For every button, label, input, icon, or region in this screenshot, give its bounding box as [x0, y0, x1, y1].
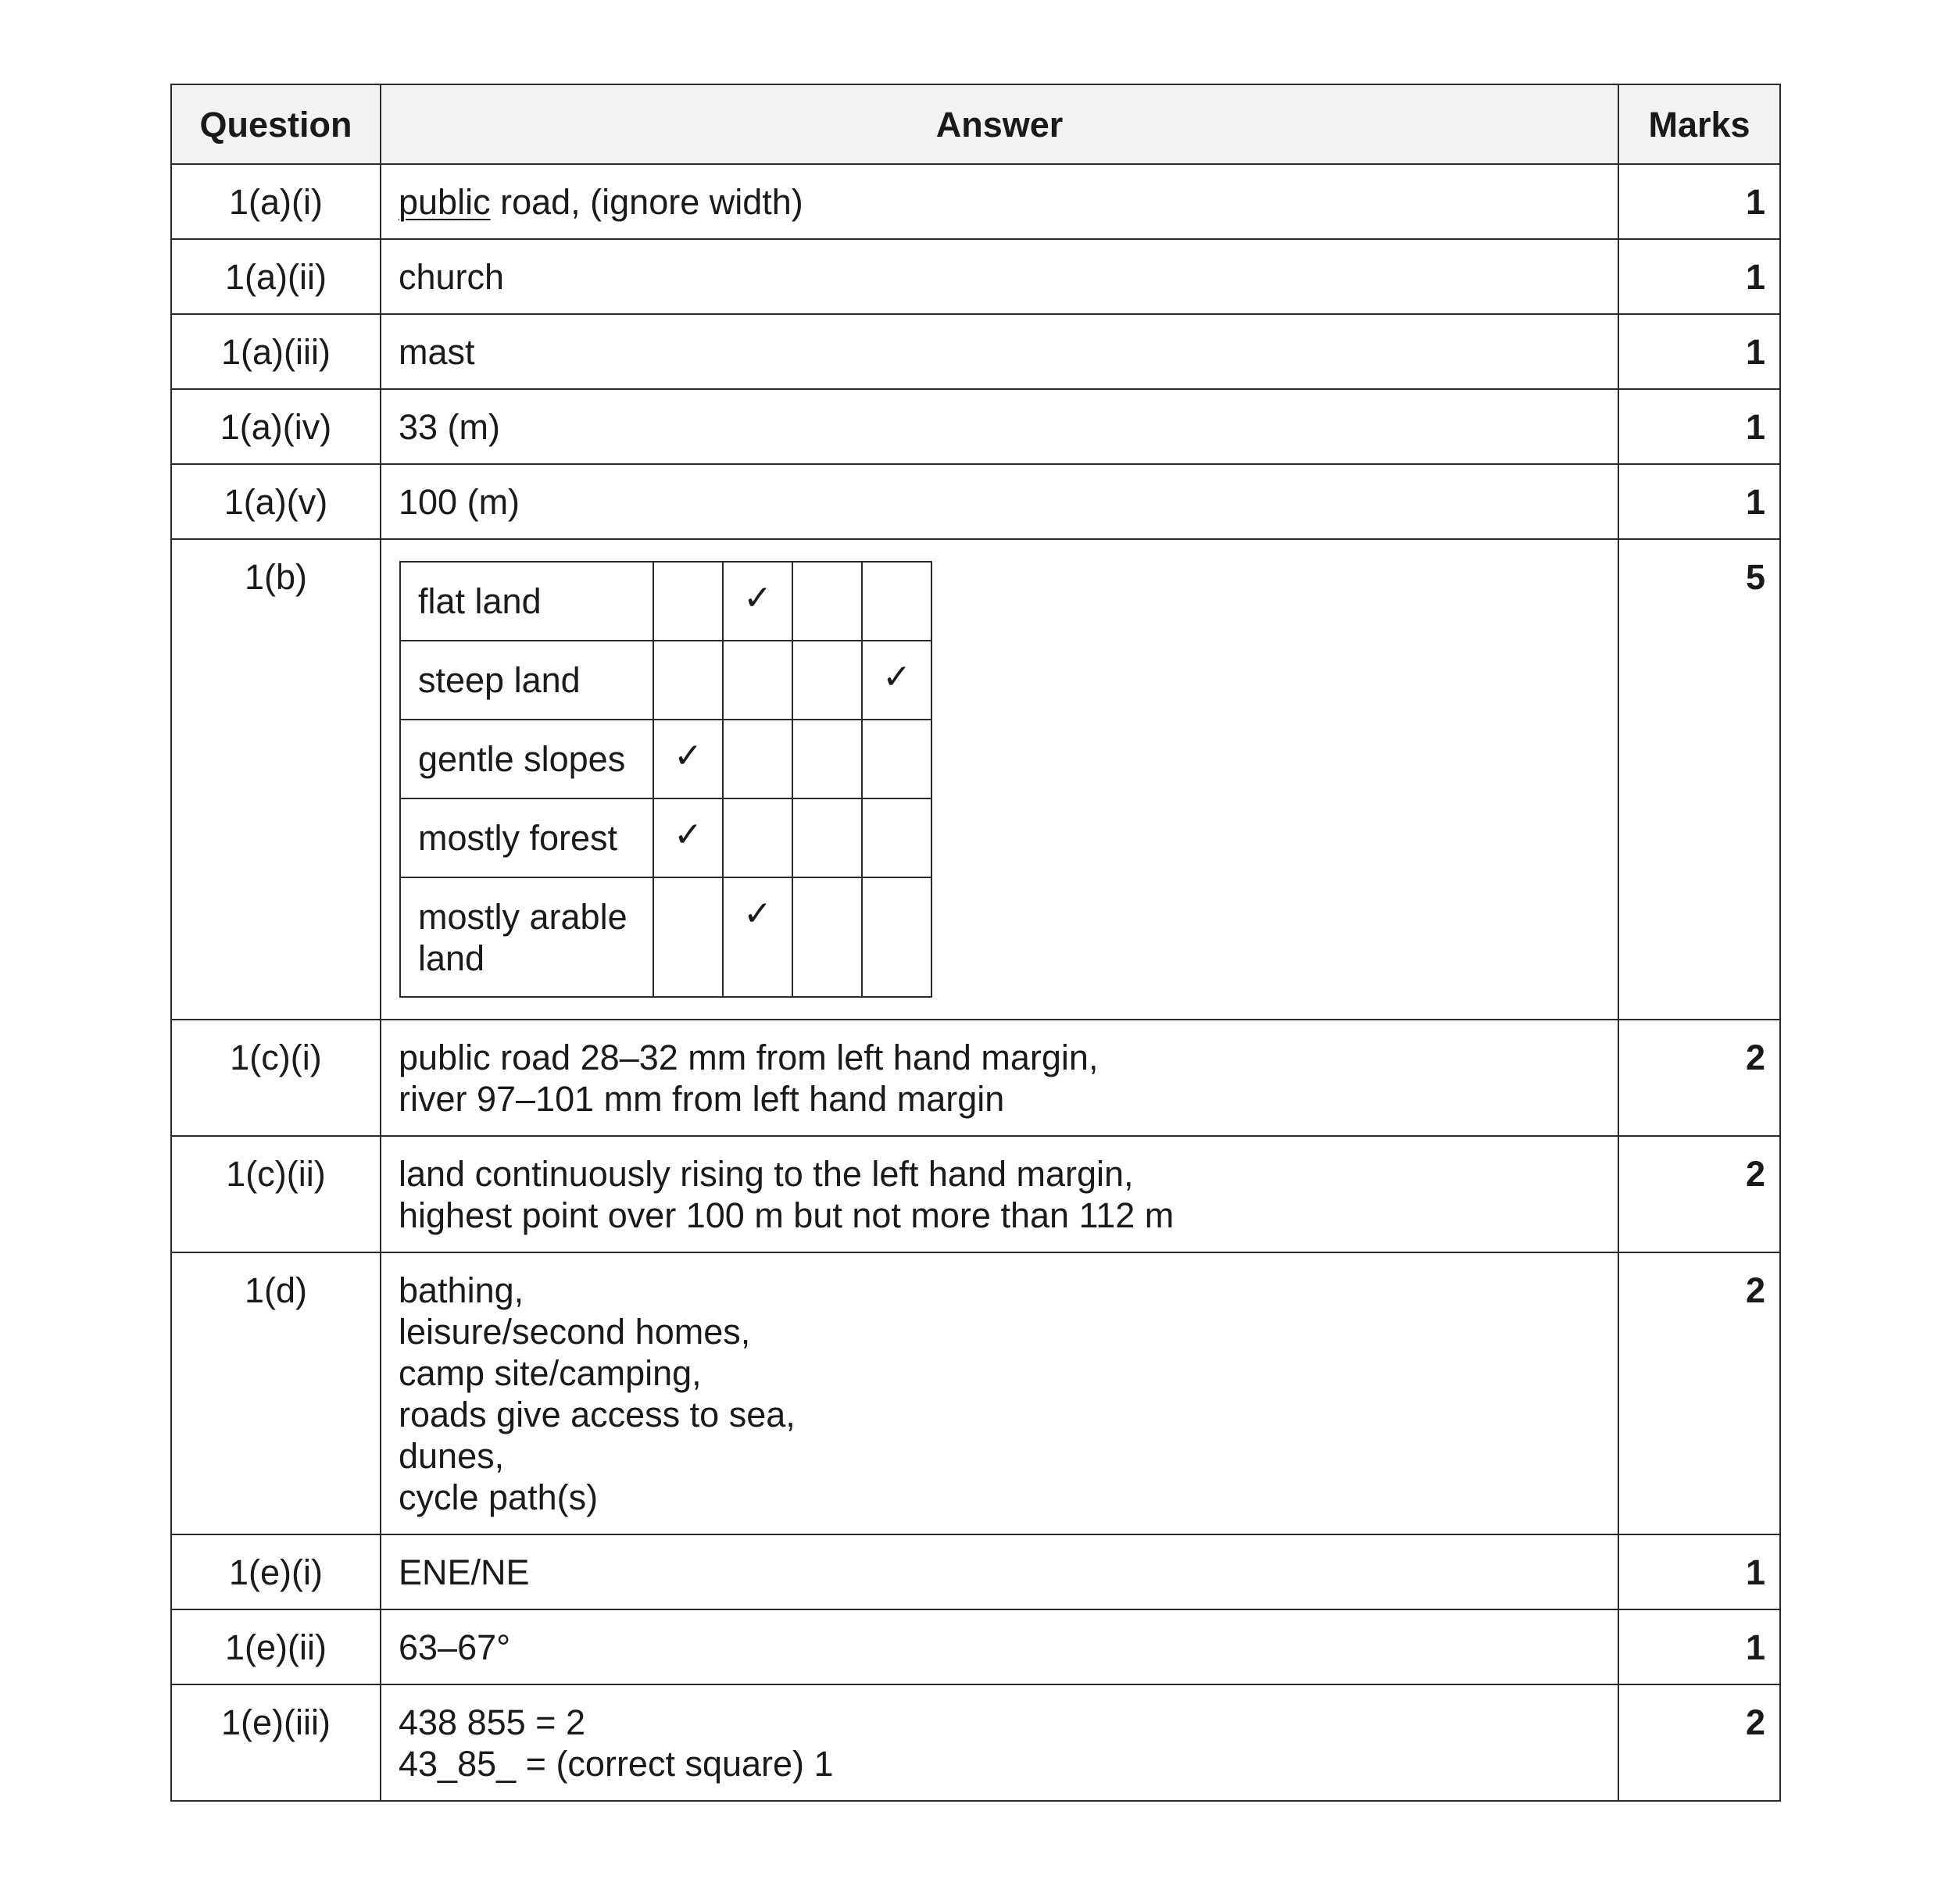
tick-row-steep-land: [400, 641, 931, 720]
tick-row-gentle-slopes: [400, 720, 931, 798]
tick-row-label: steep land: [400, 641, 653, 720]
tick-cell: [723, 641, 792, 720]
marks-value: 1: [1618, 1609, 1780, 1684]
question-number: 1(e)(i): [171, 1534, 381, 1609]
answer-line: land continuously rising to the left hand margin,: [399, 1154, 1134, 1194]
answer-underlined-text: public: [399, 182, 491, 222]
tick-cell: [653, 641, 723, 720]
mark-scheme-table: [170, 84, 1781, 1802]
tick-cell: [723, 720, 792, 798]
tick-row-flat-land: [400, 562, 931, 641]
table-row: [171, 1684, 1780, 1801]
question-number: 1(a)(ii): [171, 239, 381, 314]
question-number: 1(a)(iii): [171, 314, 381, 389]
question-number: 1(e)(iii): [171, 1684, 381, 1801]
marks-value: 2: [1618, 1136, 1780, 1252]
answer-column-header: Answer: [381, 84, 1618, 164]
tick-row-label: mostly forest: [400, 798, 653, 877]
answer-cell: [381, 1020, 1618, 1136]
answer-text: mast: [381, 314, 1618, 389]
tick-cell: [862, 798, 931, 877]
tick-row-label: gentle slopes: [400, 720, 653, 798]
table-row: [171, 389, 1780, 464]
tick-cell: [862, 877, 931, 997]
table-row: [171, 464, 1780, 539]
tick-row-label: mostly arable land: [400, 877, 653, 997]
tick-cell: [653, 562, 723, 641]
answer-cell: [381, 1136, 1618, 1252]
answer-line: 438 855 = 2: [399, 1702, 585, 1742]
question-number: 1(e)(ii): [171, 1609, 381, 1684]
table-row: [171, 1252, 1780, 1534]
marks-value: 1: [1618, 389, 1780, 464]
answer-cell: [381, 539, 1618, 1020]
answer-text: 33 (m): [381, 389, 1618, 464]
table-row: [171, 239, 1780, 314]
marks-value: 1: [1618, 239, 1780, 314]
tick-cell: ✓: [653, 798, 723, 877]
answer-cell: [381, 164, 1618, 239]
marks-value: 2: [1618, 1020, 1780, 1136]
answer-line: river 97–101 mm from left hand margin: [399, 1079, 1005, 1119]
answer-line: bathing,: [399, 1270, 524, 1310]
tick-cell: [653, 877, 723, 997]
tick-cell: [792, 641, 862, 720]
tick-cell: ✓: [723, 562, 792, 641]
answer-text: church: [381, 239, 1618, 314]
answer-text: 63–67°: [381, 1609, 1618, 1684]
marks-value: 5: [1618, 539, 1780, 1020]
table-row: [171, 164, 1780, 239]
tick-cell: ✓: [862, 641, 931, 720]
answer-line: camp site/camping,: [399, 1353, 702, 1393]
question-number: 1(a)(iv): [171, 389, 381, 464]
table-row: [171, 1136, 1780, 1252]
tick-cell: [862, 562, 931, 641]
tick-row-mostly-forest: [400, 798, 931, 877]
question-number: 1(d): [171, 1252, 381, 1534]
marks-value: 2: [1618, 1252, 1780, 1534]
question-number: 1(b): [171, 539, 381, 1020]
answer-text: ENE/NE: [381, 1534, 1618, 1609]
answer-line: dunes,: [399, 1436, 505, 1476]
answer-cell: [381, 1252, 1618, 1534]
marks-value: 1: [1618, 464, 1780, 539]
marks-value: 1: [1618, 314, 1780, 389]
question-number: 1(a)(v): [171, 464, 381, 539]
table-row: [171, 314, 1780, 389]
tick-cell: ✓: [653, 720, 723, 798]
question-number: 1(c)(ii): [171, 1136, 381, 1252]
answer-line: public road 28–32 mm from left hand margin,: [399, 1038, 1099, 1077]
table-row: [171, 1609, 1780, 1684]
marks-value: 2: [1618, 1684, 1780, 1801]
answer-line: cycle path(s): [399, 1477, 599, 1517]
marks-value: 1: [1618, 164, 1780, 239]
table-row: [171, 1534, 1780, 1609]
marks-column-header: Marks: [1618, 84, 1780, 164]
table-row: [171, 1020, 1780, 1136]
tick-cell: ✓: [723, 877, 792, 997]
question-number: 1(c)(i): [171, 1020, 381, 1136]
tick-cell: [792, 720, 862, 798]
answer-line: 43_85_ = (correct square) 1: [399, 1744, 834, 1784]
header-row: [171, 84, 1780, 164]
tick-row-label: flat land: [400, 562, 653, 641]
answer-text: 100 (m): [381, 464, 1618, 539]
question-column-header: Question: [171, 84, 381, 164]
tick-cell: [862, 720, 931, 798]
tick-cell: [723, 798, 792, 877]
answer-line: leisure/second homes,: [399, 1312, 751, 1352]
answer-cell: [381, 1684, 1618, 1801]
answer-line: highest point over 100 m but not more than 112 m: [399, 1195, 1175, 1235]
answer-line: roads give access to sea,: [399, 1395, 796, 1434]
tick-cell: [792, 798, 862, 877]
answer-text: road, (ignore width): [490, 182, 803, 222]
marks-value: 1: [1618, 1534, 1780, 1609]
tick-cell: [792, 877, 862, 997]
tick-row-mostly-arable-land: [400, 877, 931, 997]
tick-cell: [792, 562, 862, 641]
question-number: 1(a)(i): [171, 164, 381, 239]
table-row: [171, 539, 1780, 1020]
tick-table: [399, 561, 932, 998]
